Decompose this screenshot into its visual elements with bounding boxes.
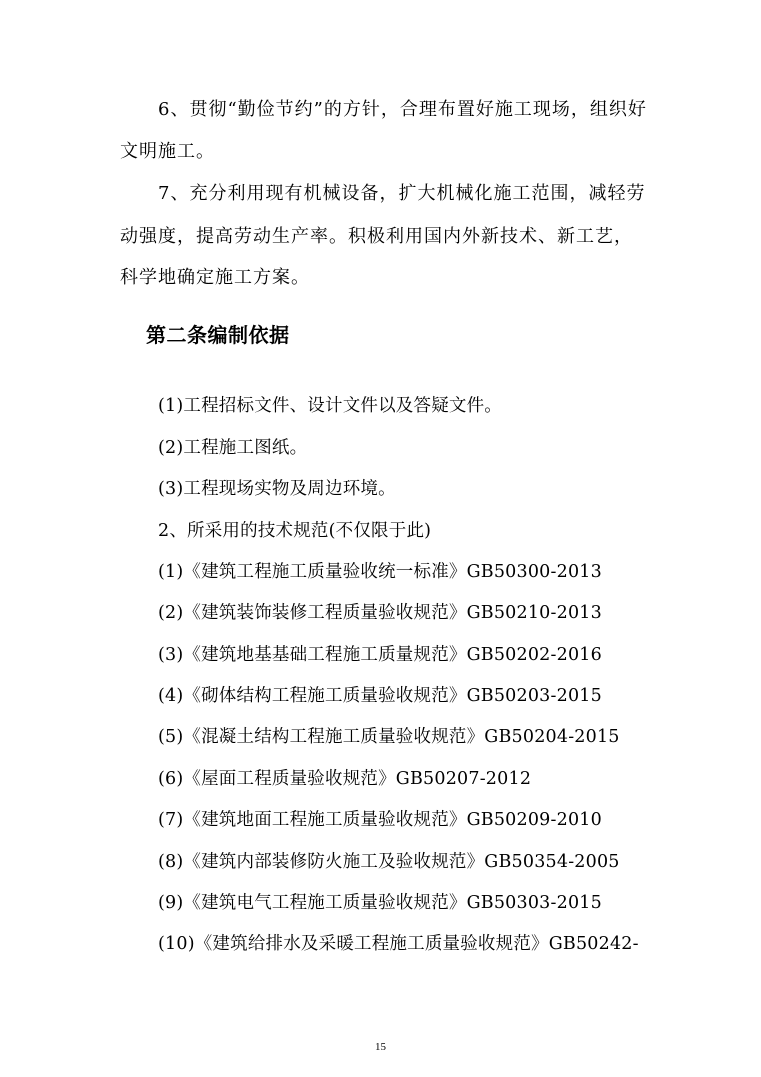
standards-heading: 2、所采用的技术规范(不仅限于此) [158,521,432,541]
section-heading: 第二条编制依据 [146,323,290,347]
standard-item: (3)《建筑地基基础工程施工质量规范》GB50202-2016 [158,645,602,665]
paragraph-line: 动强度，提高劳动生产率。积极利用国内外新技术、新工艺， [120,226,633,247]
standard-item: (9)《建筑电气工程施工质量验收规范》GB50303-2015 [158,893,602,913]
standard-item: (4)《砌体结构工程施工质量验收规范》GB50203-2015 [158,686,602,706]
paragraph-line: 7、充分利用现有机械设备，扩大机械化施工范围，减轻劳 [158,183,646,204]
standard-item: (10)《建筑给排水及采暖工程施工质量验收规范》GB50242- [158,934,639,954]
basis-item: (2)工程施工图纸。 [158,438,308,458]
paragraph-line: 6、贯彻“勤俭节约”的方针，合理布置好施工现场，组织好 [158,99,647,120]
page-number: 15 [375,1041,386,1053]
basis-item: (3)工程现场实物及周边环境。 [158,479,396,499]
standard-item: (2)《建筑装饰装修工程质量验收规范》GB50210-2013 [158,603,602,623]
standard-item: (5)《混凝土结构工程施工质量验收规范》GB50204-2015 [158,727,620,747]
basis-item: (1)工程招标文件、设计文件以及答疑文件。 [158,396,502,416]
paragraph-line: 文明施工。 [120,141,215,162]
paragraph-line: 科学地确定施工方案。 [120,267,310,288]
standard-item: (1)《建筑工程施工质量验收统一标准》GB50300-2013 [158,562,602,582]
standard-item: (7)《建筑地面工程施工质量验收规范》GB50209-2010 [158,810,602,830]
standard-item: (6)《屋面工程质量验收规范》GB50207-2012 [158,769,532,789]
standard-item: (8)《建筑内部装修防火施工及验收规范》GB50354-2005 [158,852,620,872]
